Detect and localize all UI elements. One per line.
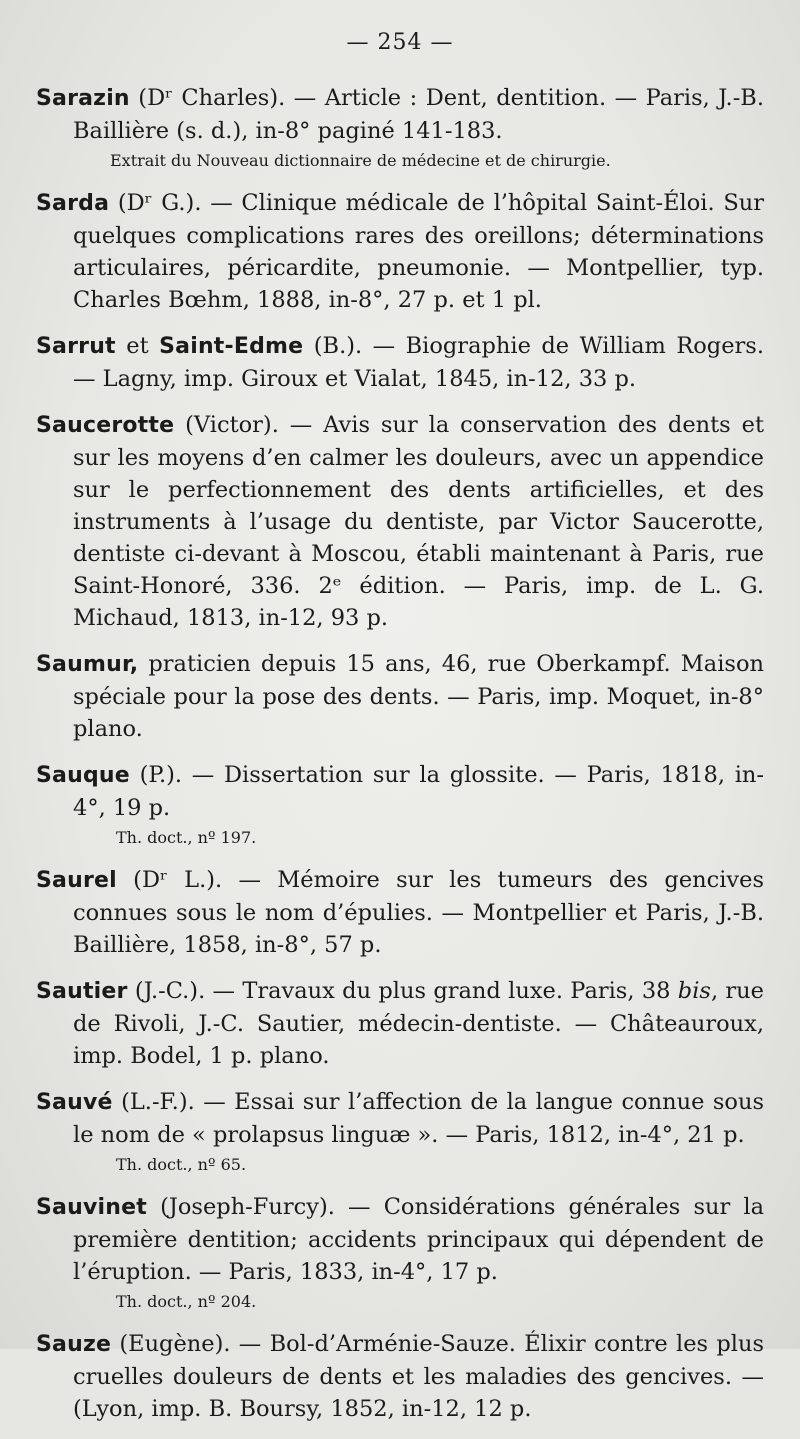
entry-body: (Eugène). — Bol-d’Arménie-Sauze. Élixir contre les plus cruelles douleurs de dents et les maladies des gencives. — (Lyon, imp. B. Boursy, 1852, in-12, 12 p. [73, 1331, 764, 1422]
entry-text [36, 1328, 764, 1425]
entry-note: Extrait du Nouveau dictionnaire de médecine et de chirurgie. [110, 151, 611, 170]
entry-text [36, 864, 764, 961]
bibliography-entry [36, 1328, 764, 1425]
entry-body: (Victor). — Avis sur la conservation des dents et sur les moyens d’en calmer les douleurs, avec un appendice sur le perfectionnement des dents artificielles, et des instruments à l’usage du dentiste, par Victor Saucerotte, dentiste ci-devant à Moscou, établi maintenant à Paris, rue Saint-Honoré, 336. 2ᵉ édition. — Paris, imp. de L. G. Michaud, 1813, in-12, 93 p. [73, 412, 764, 631]
entry-text [36, 82, 764, 147]
author-name: Sauvé [36, 1090, 113, 1115]
entry-body: (Dʳ G.). — Clinique médicale de l’hôpital Saint-Éloi. Sur quelques complications rares des oreillons; déterminations articulaires, péricardite, pneumonie. — Montpellier, typ. Charles Bœhm, 1888, in-8°, 27 p. et 1 pl. [73, 190, 764, 313]
bibliography-entry [36, 975, 764, 1072]
entry-body: (J.-C.). — Travaux du plus grand luxe. Paris, 38 [127, 978, 678, 1004]
entry-body-2: , rue de Rivoli, J.-C. Sautier, médecin-dentiste. — Châteauroux, imp. Bodel, 1 p. plano. [73, 978, 764, 1069]
bibliography-entry [36, 1086, 764, 1177]
author-name: Sauvinet [36, 1195, 147, 1220]
bibliography-entry [36, 330, 764, 395]
bibliography-entry [36, 759, 764, 850]
entry-joiner: et [115, 333, 160, 359]
entry-note: Th. doct., nº 204. [116, 1292, 257, 1311]
entry-body: (P.). — Dissertation sur la glossite. — Paris, 1818, in-4°, 19 p. [73, 762, 764, 821]
author-name: Sauque [36, 763, 130, 788]
bibliography-list [36, 82, 764, 1439]
entry-text [36, 330, 764, 395]
entry-body: (L.-F.). — Essai sur l’affection de la langue connue sous le nom de « prolapsus linguæ ». — Paris, 1812, in-4°, 21 p. [73, 1089, 764, 1148]
author-name: Sauze [36, 1332, 112, 1357]
entry-note: Th. doct., nº 65. [116, 1155, 247, 1174]
bibliography-entry [36, 1191, 764, 1314]
entry-body: (Dʳ Charles). — Article : Dent, dentition. — Paris, J.-B. Baillière (s. d.), in-8° paginé 141-183. [73, 85, 764, 144]
author-name: Sarazin [36, 86, 130, 111]
author-name: Sautier [36, 979, 128, 1004]
bibliography-entry [36, 409, 764, 634]
bibliography-entry [36, 82, 764, 173]
entry-text [36, 1191, 764, 1288]
entry-body: (B.). — Biographie de William Rogers. — Lagny, imp. Giroux et Vialat, 1845, in-12, 33 p. [73, 333, 764, 392]
author-name: Saumur, [36, 652, 139, 677]
entry-text [36, 975, 764, 1072]
page-number: — 254 — [346, 30, 454, 55]
entry-note: Th. doct., nº 197. [116, 828, 257, 847]
entry-text [36, 409, 764, 634]
entry-body: (Dʳ L.). — Mémoire sur les tumeurs des gencives connues sous le nom d’épulies. — Montpellier et Paris, J.-B. Baillière, 1858, in-8°, 57 p. [73, 867, 764, 958]
entry-italic: bis [677, 978, 711, 1004]
author-name: Saurel [36, 868, 117, 893]
author-name: Saucerotte [36, 413, 175, 438]
entry-body: (Joseph-Furcy). — Considérations générales sur la première dentition; accidents principaux qui dépendent de l’éruption. — Paris, 1833, in-4°, 17 p. [73, 1194, 764, 1285]
entry-text [36, 648, 764, 745]
bibliography-entry [36, 864, 764, 961]
author-name: Sarda [36, 191, 110, 216]
entry-text [36, 1086, 764, 1151]
author-name-2: Saint-Edme [159, 334, 304, 359]
entry-body: praticien depuis 15 ans, 46, rue Oberkampf. Maison spéciale pour la pose des dents. — Paris, imp. Moquet, in-8° plano. [73, 651, 764, 742]
entry-text [36, 759, 764, 824]
bibliography-entry [36, 187, 764, 316]
bibliography-entry [36, 648, 764, 745]
author-name: Sarrut [36, 334, 116, 359]
entry-text [36, 187, 764, 316]
